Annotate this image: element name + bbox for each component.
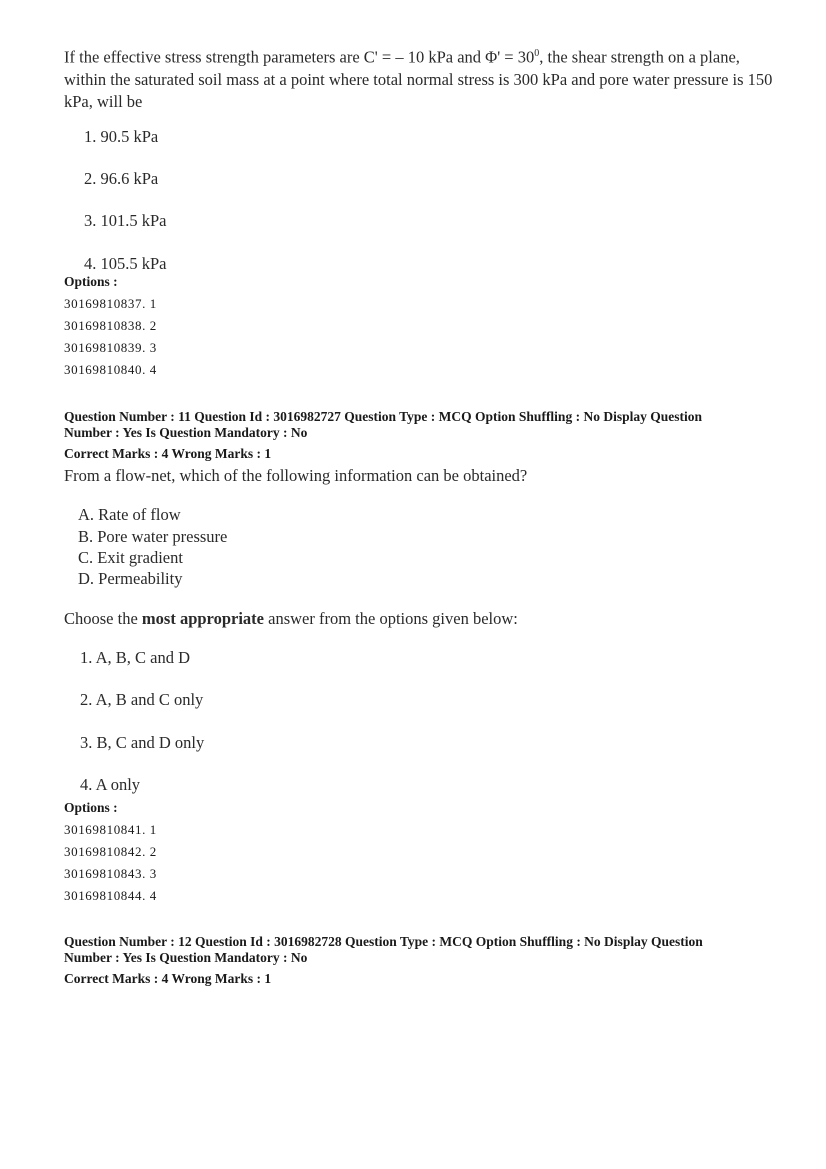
q11-choice-4: 4. A only: [80, 775, 141, 794]
q12-marks: Correct Marks : 4 Wrong Marks : 1: [64, 971, 272, 986]
q10-option-id-4: 30169810840. 4: [64, 362, 157, 377]
q11-option-id-1: 30169810841. 1: [64, 822, 157, 837]
q11-statement-c: C. Exit gradient: [78, 548, 183, 567]
q10-text-part-3: , the shear strength on a plane, within the saturated soil mass at a point where total normal stress is 300 kPa and pore water pressure is 150 kPa, will be: [64, 47, 773, 111]
q11-statement-b: B. Pore water pressure: [78, 527, 228, 546]
q11-meta-line-1: Question Number : 11 Question Id : 3016982727 Question Type : MCQ Option Shuffling : No Display Question: [64, 409, 702, 424]
q11-instruction: [64, 608, 779, 630]
q10-choice-2: 2. 96.6 kPa: [84, 169, 159, 188]
q11-option-id-3: 30169810843. 3: [64, 866, 157, 881]
q11-statement-d: D. Permeability: [78, 569, 183, 588]
q10-choice-4: 4. 105.5 kPa: [84, 254, 167, 273]
q11-options-label: Options :: [64, 800, 118, 815]
q11-question-text: From a flow-net, which of the following information can be obtained?: [64, 466, 528, 485]
q10-option-id-3: 30169810839. 3: [64, 340, 157, 355]
q10-text-part-2: and Φ' = 30: [453, 47, 535, 67]
q11-meta-line-2: Number : Yes Is Question Mandatory : No: [64, 425, 308, 440]
q11-choice-1: 1. A, B, C and D: [80, 648, 191, 667]
q10-option-id-2: 30169810838. 2: [64, 318, 157, 333]
q10-option-id-1: 30169810837. 1: [64, 296, 157, 311]
q11-choice-2: 2. A, B and C only: [80, 690, 204, 709]
q12-meta-line-1: Question Number : 12 Question Id : 3016982728 Question Type : MCQ Option Shuffling : No Display Question: [64, 934, 703, 949]
q11-option-id-2: 30169810842. 2: [64, 844, 157, 859]
q10-choice-1: 1. 90.5 kPa: [84, 127, 159, 146]
q12-meta: [64, 934, 774, 966]
q10-phi-superscript: 0: [534, 48, 540, 59]
q10-question-text: [64, 43, 779, 113]
q12-meta-line-2: Number : Yes Is Question Mandatory : No: [64, 950, 308, 965]
q11-instruction-suffix: answer from the options given below:: [264, 609, 518, 628]
q11-statement-a: A. Rate of flow: [78, 505, 181, 524]
q11-choice-3: 3. B, C and D only: [80, 733, 205, 752]
q10-options-label: Options :: [64, 274, 118, 289]
q10-choice-3: 3. 101.5 kPa: [84, 211, 167, 230]
q10-c-value: – 10 kPa: [395, 47, 454, 67]
q11-option-id-4: 30169810844. 4: [64, 888, 157, 903]
q11-instruction-bold: most appropriate: [141, 609, 264, 628]
q10-text-part-1: If the effective stress strength parameters are C' =: [64, 47, 396, 67]
q11-marks: Correct Marks : 4 Wrong Marks : 1: [64, 446, 272, 461]
q11-meta: [64, 409, 774, 441]
q11-instruction-prefix: Choose the: [64, 609, 142, 628]
